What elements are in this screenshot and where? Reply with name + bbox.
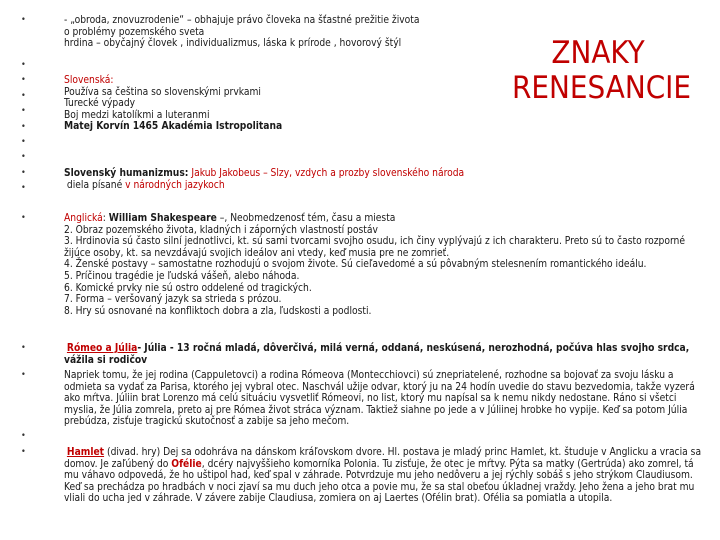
anglicka-line-1 <box>64 213 704 225</box>
bullet: • <box>21 122 26 132</box>
bullet: • <box>21 183 26 193</box>
bullet: • <box>21 91 26 101</box>
romeo-line <box>64 343 704 366</box>
hamlet-ofelia: Ofélie <box>171 458 202 470</box>
anglicka-point: 6. Komické prvky nie sú ostro oddelené od tragických. <box>64 282 312 294</box>
anglicka-point: 2. Obraz pozemského života, kladných i záporných vlastností postáv <box>64 224 378 236</box>
title-line-1: ZNAKY <box>551 35 645 71</box>
slovenska-item: Matej Korvín 1465 Akadémia Istropolitana <box>64 121 283 133</box>
bullet: • <box>21 168 26 178</box>
title-line-2: RENESANCIE <box>512 70 692 106</box>
humanizmus-block <box>64 168 704 191</box>
humanizmus-line-2a: diela písané <box>66 179 126 191</box>
slovenska-block <box>64 75 704 133</box>
anglicka-colon: : <box>102 213 109 224</box>
hamlet-title: Hamlet <box>66 447 105 458</box>
romeo-text: Napriek tomu, že jej rodina (Cappuletovci) a rodina Rómeova (Montecchiovci) sú znepriatelené, rozhodne sa bojovať za svoju lásku a odmieta sa vydať za Parisa, ktorého jej vybral otec. Naschvál užije odvar, ktorý ju na 24 hodín uvedie do stavu bezvedomia, takže vyzerá ako mŕtva. Júliin brat Lorenzo má celú situáciu vysvetliť Rómeovi, no list, ktorý mu napísal sa k nemu nikdy nedostane. Ráno si všetci myslia, že Júlia zomrela, preto aj pre Rómea život stráca význam. Taktiež siahne po jede a v Júliinej hrobke ho vypije. Keď sa potom Júlia prebúdza, zisťuje tragickú skutočnosť a zabije sa jeho mečom. <box>64 370 695 428</box>
humanizmus-line-1 <box>64 168 704 180</box>
hamlet-text <box>64 447 704 505</box>
hamlet-text-2: , dcéry najvyššieho komorníka Polonia. Tu zisťuje, že otec je mŕtvy. Pýta sa matky (Gertrúda) ako zomrel, tá mu váhavo odpovedá, že ho uštipol had, keď spal v záhrade. Potvrdzuje mu jeho nedôveru a jej rýchly sobáš s jeho strýkom Claudiusom. Keď sa prechádza po hradbách v noci zjaví sa mu duch jeho otca a povie mu, že sa stal obeťou úkladnej vraždy. Jeho žena a jeho brat mu vliali do ucha jed v záhrade. V závere zabije Claudiusa, zomiera on aj Laertes (Ofélin brat). Ofélia sa pomiatla a utopila. <box>64 458 695 505</box>
obroda-line-3: hrdina – obyčajný človek , individualizmus, láska k prírode , hovorový štýl <box>64 38 402 50</box>
romeo-header <box>64 343 704 366</box>
slovenska-item: Turecké výpady <box>64 98 136 110</box>
anglicka-point: 3. Hrdinovia sú často silní jednotlivci, kt. sú sami tvorcami svojho osudu, ich činy vyplývajú z ich charakteru. Preto sú to často rozporné žijúce osoby, kt. sa nevzdávajú svojich ideálov ani vtedy, keď musia pre ne zomrieť. <box>64 236 686 259</box>
bullet: • <box>21 447 26 457</box>
anglicka-author: William Shakespeare <box>108 213 217 224</box>
bullet: • <box>21 60 26 70</box>
hamlet-text-1: (divad. hry) Dej sa odohráva na dánskom kráľovskom dvore. Hl. postava je mladý princ Hamlet, kt. študuje v Anglicku a vracia sa domov. Je zaľúbený do <box>64 447 702 470</box>
obroda-line-1: - „obroda, znovuzrodenie“ – obhajuje právo človeka na šťastné prežitie života <box>64 15 420 26</box>
romeo-text-block <box>64 370 704 428</box>
romeo-rest: - Júlia - 13 ročná mladá, dôverčivá, milá verná, oddaná, neskúsená, nerozhodná, počúva hlas svojho srdca, vážila si rodičov <box>64 343 690 366</box>
anglicka-point: 7. Forma – veršovaný jazyk sa strieda s prózou. <box>64 294 282 306</box>
bullet: • <box>21 106 26 116</box>
humanizmus-line-2b: v národných jazykoch <box>125 179 225 191</box>
hamlet-block <box>64 447 704 505</box>
anglicka-block <box>64 213 704 317</box>
slovenska-item: Používa sa čeština so slovenskými prvkami <box>64 86 261 98</box>
bullet: • <box>21 137 26 147</box>
anglicka-point: 5. Príčinou tragédie je ľudská vášeň, alebo náhoda. <box>64 270 300 282</box>
bullet: • <box>21 152 26 162</box>
bullet: • <box>21 343 26 353</box>
bullet: • <box>21 370 26 380</box>
humanizmus-label: Slovenský humanizmus: <box>64 168 189 179</box>
bullet: • <box>21 213 26 223</box>
humanizmus-line-2 <box>64 180 704 192</box>
romeo-title: Rómeo a Júlia <box>66 343 138 354</box>
obroda-line-2: o problémy pozemského sveta <box>64 26 205 38</box>
bullet: • <box>21 15 26 25</box>
bullet: • <box>21 431 26 441</box>
obroda-block <box>64 15 704 50</box>
anglicka-rest: –, Neobmedzenosť tém, času a miesta <box>216 213 396 224</box>
anglicka-label: Anglická <box>64 213 103 224</box>
slovenska-label: Slovenská: <box>64 75 114 86</box>
anglicka-point: 8. Hry sú osnované na konfliktoch dobra a zla, ľudskosti a podlosti. <box>64 305 372 317</box>
bullet: • <box>21 75 26 85</box>
slovenska-item: Boj medzi katolíkmi a luteranmi <box>64 109 210 121</box>
anglicka-point: 4. Ženské postavy – samostatne rozhodujú o svojom živote. Sú cieľavedomé a sú pôvabným stelesnením romantického ideálu. <box>64 259 647 271</box>
humanizmus-authors: Jakub Jakobeus – Slzy, vzdych a prozby slovenského národa <box>191 168 465 179</box>
